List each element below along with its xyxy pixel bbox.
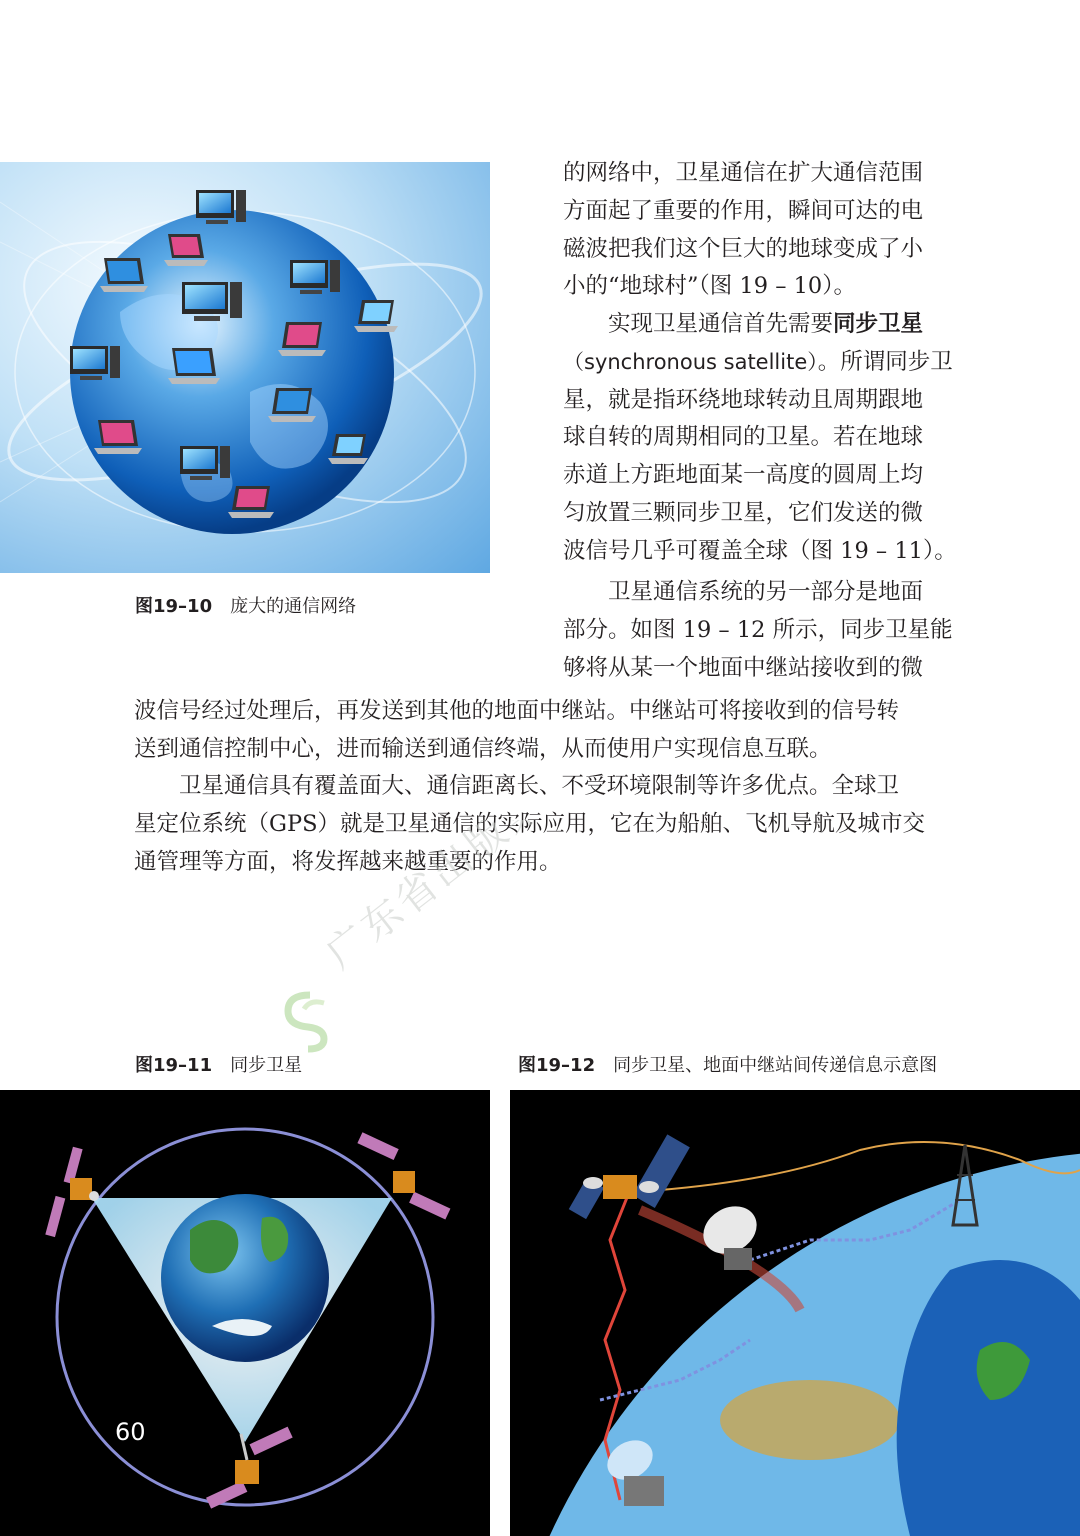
figure-title: 同步卫星、地面中继站间传递信息示意图 <box>613 1055 938 1076</box>
figure-number: 图19–10 <box>135 596 213 617</box>
text-line: 匀放置三颗同步卫星，它们发送的微 <box>563 499 924 526</box>
text-line: 通管理等方面，将发挥越来越重要的作用。 <box>134 848 562 875</box>
text-line: 星，就是指环绕地球转动且周期跟地 <box>563 386 924 413</box>
text-line: 卫星通信系统的另一部分是地面 <box>608 579 924 605</box>
text-run: 。所谓同步卫 <box>817 348 953 375</box>
satellites-illustration <box>0 1090 490 1536</box>
figure-synchronous-satellites-image <box>0 1090 490 1536</box>
figure-title: 庞大的通信网络 <box>230 596 357 617</box>
satellite-icon <box>206 1427 293 1509</box>
paragraph-3-narrow <box>563 574 953 687</box>
figure-network-globe-image <box>0 162 490 573</box>
text-line: 波信号几乎可覆盖全球（图 19 – 11）。 <box>563 537 957 564</box>
text-line: 的网络中，卫星通信在扩大通信范围 <box>563 160 924 186</box>
satellite-icon <box>45 1147 99 1237</box>
text-line: 赤道上方距地面某一高度的圆周上均 <box>563 462 924 489</box>
figure-caption-19-10 <box>135 592 356 618</box>
paragraph-4 <box>134 768 925 881</box>
figure-number: 图19–12 <box>518 1055 596 1076</box>
watermark-logo-icon <box>288 995 324 1049</box>
text-line <box>563 306 957 344</box>
paragraph-1 <box>563 155 923 306</box>
text-line: 球自转的周期相同的卫星。若在地球 <box>563 424 924 451</box>
text-line: 波信号经过处理后，再发送到其他的地面中继站。中继站可将接收到的信号转 <box>134 698 900 724</box>
relay-illustration <box>510 1090 1080 1536</box>
english-term: （synchronous satellite） <box>563 349 818 374</box>
paragraph-2 <box>563 306 957 571</box>
page-number: 60 <box>115 1418 146 1446</box>
paragraph-3-wide <box>134 693 899 769</box>
text-line: 送到通信控制中心，进而输送到通信终端，从而使用户实现信息互联。 <box>134 735 832 762</box>
text-line: 方面起了重要的作用，瞬间可达的电 <box>563 197 924 224</box>
key-term: 同步卫星 <box>833 311 924 337</box>
figure-title: 同步卫星 <box>230 1055 303 1076</box>
text-line: 星定位系统（GPS）就是卫星通信的实际应用，它在为船舶、飞机导航及城市交 <box>134 810 926 837</box>
text-line: 部分。如图 19 – 12 所示，同步卫星能 <box>563 616 953 643</box>
text-line: 小的“地球村”（图 19 – 10）。 <box>563 273 856 300</box>
figure-number: 图19–11 <box>135 1055 213 1076</box>
figure-relay-stations-image <box>510 1090 1080 1536</box>
text-line <box>563 344 957 382</box>
satellite-icon <box>569 1134 690 1219</box>
text-line: 卫星通信具有覆盖面大、通信距离长、不受环境限制等许多优点。全球卫 <box>179 773 900 799</box>
text-run: 实现卫星通信首先需要 <box>608 311 834 337</box>
satellite-dish-icon <box>695 1197 765 1270</box>
figure-caption-19-11 <box>135 1051 302 1077</box>
network-globe-illustration <box>0 162 490 573</box>
text-line: 磁波把我们这个巨大的地球变成了小 <box>563 235 924 262</box>
text-line: 够将从某一个地面中继站接收到的微 <box>563 654 924 681</box>
figure-caption-19-12 <box>518 1051 937 1077</box>
